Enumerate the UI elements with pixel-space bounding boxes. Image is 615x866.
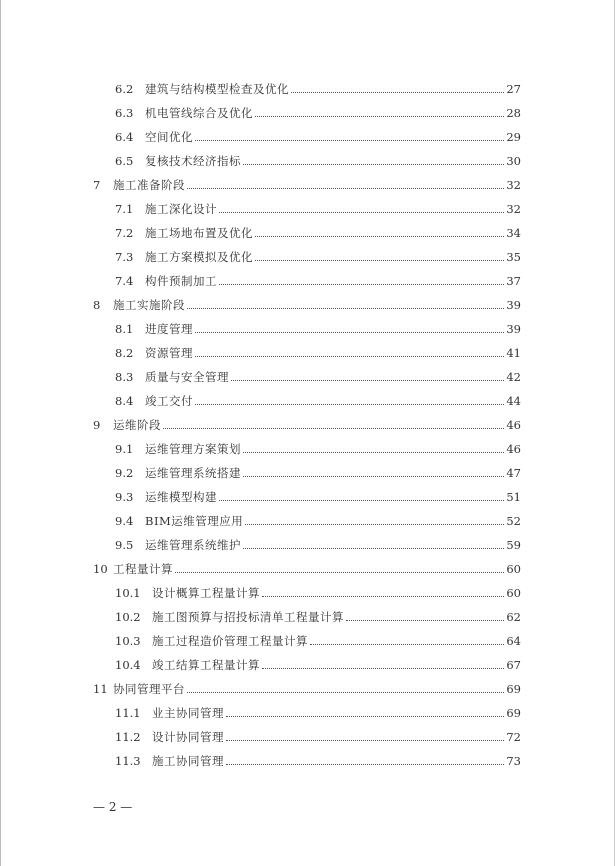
toc-entry[interactable] — [115, 700, 521, 720]
toc-entry[interactable] — [93, 292, 521, 312]
toc-entry-number: 10 — [93, 562, 108, 576]
toc-entry-title: 运维管理系统维护 — [145, 538, 241, 552]
toc-entry-number: 8.4 — [115, 394, 134, 408]
dot-leader — [291, 92, 504, 93]
toc-entry[interactable] — [115, 604, 521, 624]
dot-leader — [195, 140, 504, 141]
dot-leader — [310, 644, 504, 645]
toc-entry[interactable] — [115, 124, 521, 144]
toc-entry[interactable] — [115, 436, 521, 456]
toc-entry-number: 8.3 — [115, 370, 134, 384]
dot-leader — [187, 188, 504, 189]
toc-entry-title: 构件预制加工 — [145, 274, 217, 288]
page-edge-left — [0, 0, 1, 866]
toc-entry-number: 11 — [93, 682, 108, 696]
toc-entry-title: 协同管理平台 — [113, 682, 185, 696]
toc-entry-title: 设计概算工程量计算 — [152, 586, 260, 600]
dot-leader — [226, 764, 504, 765]
toc-entry-title: 设计协同管理 — [152, 730, 224, 744]
toc-entry-title: 施工深化设计 — [145, 202, 217, 216]
toc-entry-number: 10.3 — [115, 634, 141, 648]
dot-leader — [226, 740, 504, 741]
toc-entry[interactable] — [115, 388, 521, 408]
toc-entry-number: 11.1 — [115, 706, 141, 720]
toc-entry-number: 6.5 — [115, 154, 134, 168]
toc-entry-title: 质量与安全管理 — [145, 370, 229, 384]
toc-entry-page: 69 — [506, 706, 521, 720]
toc-entry-title: 业主协同管理 — [152, 706, 224, 720]
toc-entry-title: 进度管理 — [145, 322, 193, 336]
toc-entry-page: 35 — [506, 250, 521, 264]
dot-leader — [219, 212, 504, 213]
toc-entry[interactable] — [115, 724, 521, 744]
toc-entry-page: 64 — [506, 634, 521, 648]
dot-leader — [219, 284, 504, 285]
toc-entry-number: 11.2 — [115, 730, 141, 744]
dot-leader — [195, 332, 504, 333]
toc-entry-page: 46 — [506, 418, 521, 432]
toc-entry-page: 30 — [506, 154, 521, 168]
toc-entry[interactable] — [115, 76, 521, 96]
toc-entry-page: 60 — [506, 562, 521, 576]
toc-entry-number: 9.3 — [115, 490, 134, 504]
toc-entry[interactable] — [115, 508, 521, 528]
toc-entry[interactable] — [115, 148, 521, 168]
toc-entry-number: 9.1 — [115, 442, 134, 456]
dot-leader — [346, 620, 504, 621]
toc-entry-number: 9 — [93, 418, 101, 432]
toc-entry-number: 11.3 — [115, 754, 141, 768]
toc-entry-number: 9.4 — [115, 514, 134, 528]
dot-leader — [262, 596, 504, 597]
toc-entry-number: 7.2 — [115, 226, 134, 240]
toc-entry-page: 73 — [506, 754, 521, 768]
dot-leader — [163, 428, 504, 429]
toc-entry-number: 8.1 — [115, 322, 134, 336]
dot-leader — [187, 308, 504, 309]
toc-entry[interactable] — [93, 172, 521, 192]
dot-leader — [245, 524, 504, 525]
toc-entry-page: 72 — [506, 730, 521, 744]
toc-entry-number: 6.2 — [115, 82, 134, 96]
dot-leader — [219, 500, 504, 501]
toc-entry-number: 10.1 — [115, 586, 141, 600]
toc-entry-title: 竣工交付 — [145, 394, 193, 408]
dot-leader — [243, 452, 504, 453]
toc-entry[interactable] — [93, 676, 521, 696]
dot-leader — [187, 692, 504, 693]
toc-entry[interactable] — [115, 580, 521, 600]
toc-entry[interactable] — [115, 364, 521, 384]
toc-entry-title: 施工实施阶段 — [113, 298, 185, 312]
dot-leader — [226, 716, 504, 717]
toc-entry[interactable] — [115, 196, 521, 216]
toc-entry-title: 资源管理 — [145, 346, 193, 360]
toc-entry-title: 运维阶段 — [113, 418, 161, 432]
toc-entry-page: 27 — [506, 82, 521, 96]
toc-entry-page: 67 — [506, 658, 521, 672]
toc-entry-title: 施工方案模拟及优化 — [145, 250, 253, 264]
dot-leader — [255, 236, 504, 237]
toc-entry-page: 46 — [506, 442, 521, 456]
toc-entry-page: 34 — [506, 226, 521, 240]
toc-entry-number: 9.5 — [115, 538, 134, 552]
dot-leader — [243, 548, 504, 549]
toc-entry-page: 39 — [506, 298, 521, 312]
toc-entry[interactable] — [115, 316, 521, 336]
toc-entry-page: 28 — [506, 106, 521, 120]
toc-entry-page: 69 — [506, 682, 521, 696]
toc-entry[interactable] — [115, 268, 521, 288]
toc-entry[interactable] — [93, 412, 521, 432]
toc-entry[interactable] — [93, 556, 521, 576]
page-number-footer: — 2 — — [93, 800, 133, 814]
toc-entry[interactable] — [115, 244, 521, 264]
toc-entry-title: 工程量计算 — [113, 562, 173, 576]
toc-entry-title: 运维管理方案策划 — [145, 442, 241, 456]
toc-entry[interactable] — [115, 220, 521, 240]
toc-entry-page: 42 — [506, 370, 521, 384]
toc-entry-title: 机电管线综合及优化 — [145, 106, 253, 120]
toc-entry-title: 施工协同管理 — [152, 754, 224, 768]
toc-entry-title: 竣工结算工程量计算 — [152, 658, 260, 672]
toc-entry-number: 10.2 — [115, 610, 141, 624]
dot-leader — [243, 476, 504, 477]
toc-entry-page: 32 — [506, 178, 521, 192]
toc-entry-title: 运维模型构建 — [145, 490, 217, 504]
toc-entry-page: 29 — [506, 130, 521, 144]
dot-leader — [195, 404, 504, 405]
dot-leader — [231, 380, 504, 381]
toc-entry[interactable] — [115, 532, 521, 552]
toc-entry-page: 59 — [506, 538, 521, 552]
toc-entry-title: 运维管理系统搭建 — [145, 466, 241, 480]
toc-entry[interactable] — [115, 340, 521, 360]
toc-entry-number: 9.2 — [115, 466, 134, 480]
toc-entry[interactable] — [115, 484, 521, 504]
toc-entry-title: 空间优化 — [145, 130, 193, 144]
toc-entry-title: 施工图预算与招投标清单工程量计算 — [152, 610, 344, 624]
toc-entry-title: 复核技术经济指标 — [145, 154, 241, 168]
toc-entry[interactable] — [115, 652, 521, 672]
toc-entry-number: 7.1 — [115, 202, 134, 216]
toc-entry-page: 60 — [506, 586, 521, 600]
toc-entry-page: 52 — [506, 514, 521, 528]
toc-entry[interactable] — [115, 100, 521, 120]
toc-entry-page: 47 — [506, 466, 521, 480]
toc-entry-number: 7.4 — [115, 274, 134, 288]
toc-entry-title: BIM运维管理应用 — [145, 514, 244, 528]
toc-entry-title: 施工准备阶段 — [113, 178, 185, 192]
toc-entry-number: 7.3 — [115, 250, 134, 264]
dot-leader — [195, 356, 504, 357]
toc-entry-page: 44 — [506, 394, 521, 408]
toc-entry-title: 施工过程造价管理工程量计算 — [152, 634, 308, 648]
toc-entry-page: 37 — [506, 274, 521, 288]
toc-entry-title: 建筑与结构模型检查及优化 — [145, 82, 289, 96]
dot-leader — [255, 116, 504, 117]
toc-entry-number: 10.4 — [115, 658, 141, 672]
toc-entry-page: 39 — [506, 322, 521, 336]
toc-entry-page: 51 — [506, 490, 521, 504]
toc-entry-page: 62 — [506, 610, 521, 624]
toc-entry[interactable] — [115, 460, 521, 480]
dot-leader — [243, 164, 504, 165]
dot-leader — [262, 668, 504, 669]
toc-entry-page: 32 — [506, 202, 521, 216]
dot-leader — [255, 260, 504, 261]
toc-entry-number: 8.2 — [115, 346, 134, 360]
toc-entry-number: 8 — [93, 298, 101, 312]
toc-entry[interactable] — [115, 748, 521, 768]
toc-entry-title: 施工场地布置及优化 — [145, 226, 253, 240]
toc-entry-number: 6.3 — [115, 106, 134, 120]
toc-entry[interactable] — [115, 628, 521, 648]
toc-entry-number: 6.4 — [115, 130, 134, 144]
toc-entry-page: 41 — [506, 346, 521, 360]
dot-leader — [175, 572, 504, 573]
toc-entry-number: 7 — [93, 178, 101, 192]
